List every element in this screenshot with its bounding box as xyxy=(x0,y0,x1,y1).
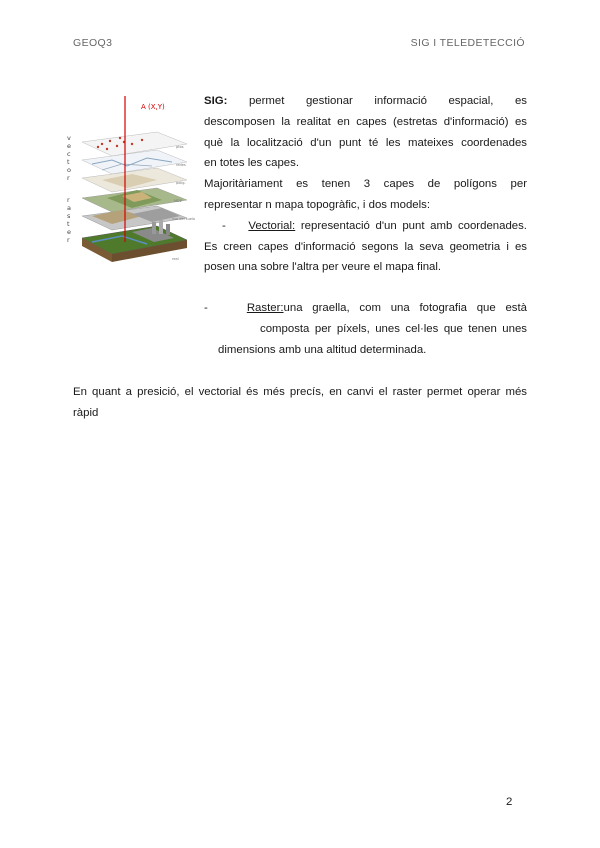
svg-text:ptos: ptos xyxy=(176,145,184,149)
sig-line-2: descomposen la realitat en capes (estretas d'informació) es xyxy=(204,115,527,128)
svg-text:t: t xyxy=(67,158,70,166)
sig-paragraph-line-1 xyxy=(204,91,527,112)
raster-text: una graella, com una fotografia que està xyxy=(283,302,527,314)
models-line-1: Majoritàriament es tenen 3 capes de polígons per xyxy=(204,178,527,191)
point-label: A (X,Y) xyxy=(141,103,165,111)
vectorial-line-3: posen una sobre l'altra per veure el mapa final. xyxy=(204,261,442,274)
svg-text:a: a xyxy=(67,204,71,212)
svg-text:r: r xyxy=(67,236,70,244)
vectorial-text: representació d'un punt amb coordenades. xyxy=(300,219,527,232)
svg-text:c: c xyxy=(67,150,71,158)
gis-layers-figure xyxy=(62,92,202,272)
models-line-2: representar n mapa topogràfic, i dos models: xyxy=(204,198,431,211)
header-left: GEOQ3 xyxy=(73,37,113,49)
closing-line-2: ràpid xyxy=(73,406,99,419)
raster-dash: - xyxy=(204,302,208,314)
svg-text:e: e xyxy=(67,228,71,236)
sig-line-3: què la localització d'un punt té les mateixes coordenades xyxy=(204,136,527,149)
sig-line-4: en totes les capes. xyxy=(204,157,299,170)
points-layer xyxy=(82,132,187,156)
raster-line-2: composta per píxels, unes cel·les que tenen unes xyxy=(260,322,527,335)
header-right: SIG I TELEDETECCIÓ xyxy=(410,37,525,49)
svg-text:redes: redes xyxy=(176,163,186,167)
vector-label-text: v xyxy=(67,134,71,142)
vectorial-line-1 xyxy=(204,216,527,237)
vectorial-line-2: Es creen capes d'informació segons la seva geometria i es xyxy=(204,240,527,253)
closing-line-1: En quant a presició, el vectorial és més precís, en canvi el raster permet operar més xyxy=(73,386,527,398)
svg-text:r: r xyxy=(67,196,70,204)
svg-text:real: real xyxy=(172,257,179,261)
svg-text:o: o xyxy=(67,166,71,174)
main-text-block xyxy=(204,91,527,278)
raster-side-label xyxy=(67,196,71,244)
vectorial-dash: - xyxy=(222,219,226,232)
vectorial-term: Vectorial: xyxy=(248,219,296,232)
svg-text:s: s xyxy=(67,212,71,220)
closing-paragraph xyxy=(73,382,527,424)
sig-line-1: permet gestionar informació espacial, es xyxy=(248,95,527,107)
page-number: 2 xyxy=(506,796,513,808)
raster-line-1 xyxy=(204,298,527,319)
vector-side-label xyxy=(67,134,71,182)
raster-item xyxy=(204,298,527,360)
svg-text:MDE: MDE xyxy=(174,199,182,203)
raster-line-3: dimensions amb una altitud determinada. xyxy=(218,343,427,356)
svg-text:uso del suelo: uso del suelo xyxy=(172,217,196,221)
svg-text:r: r xyxy=(67,174,70,182)
raster-term: Raster: xyxy=(246,302,284,314)
svg-text:t: t xyxy=(67,220,70,228)
svg-text:e: e xyxy=(67,142,71,150)
sig-term: SIG: xyxy=(204,95,228,107)
svg-text:polig.: polig. xyxy=(176,181,186,185)
